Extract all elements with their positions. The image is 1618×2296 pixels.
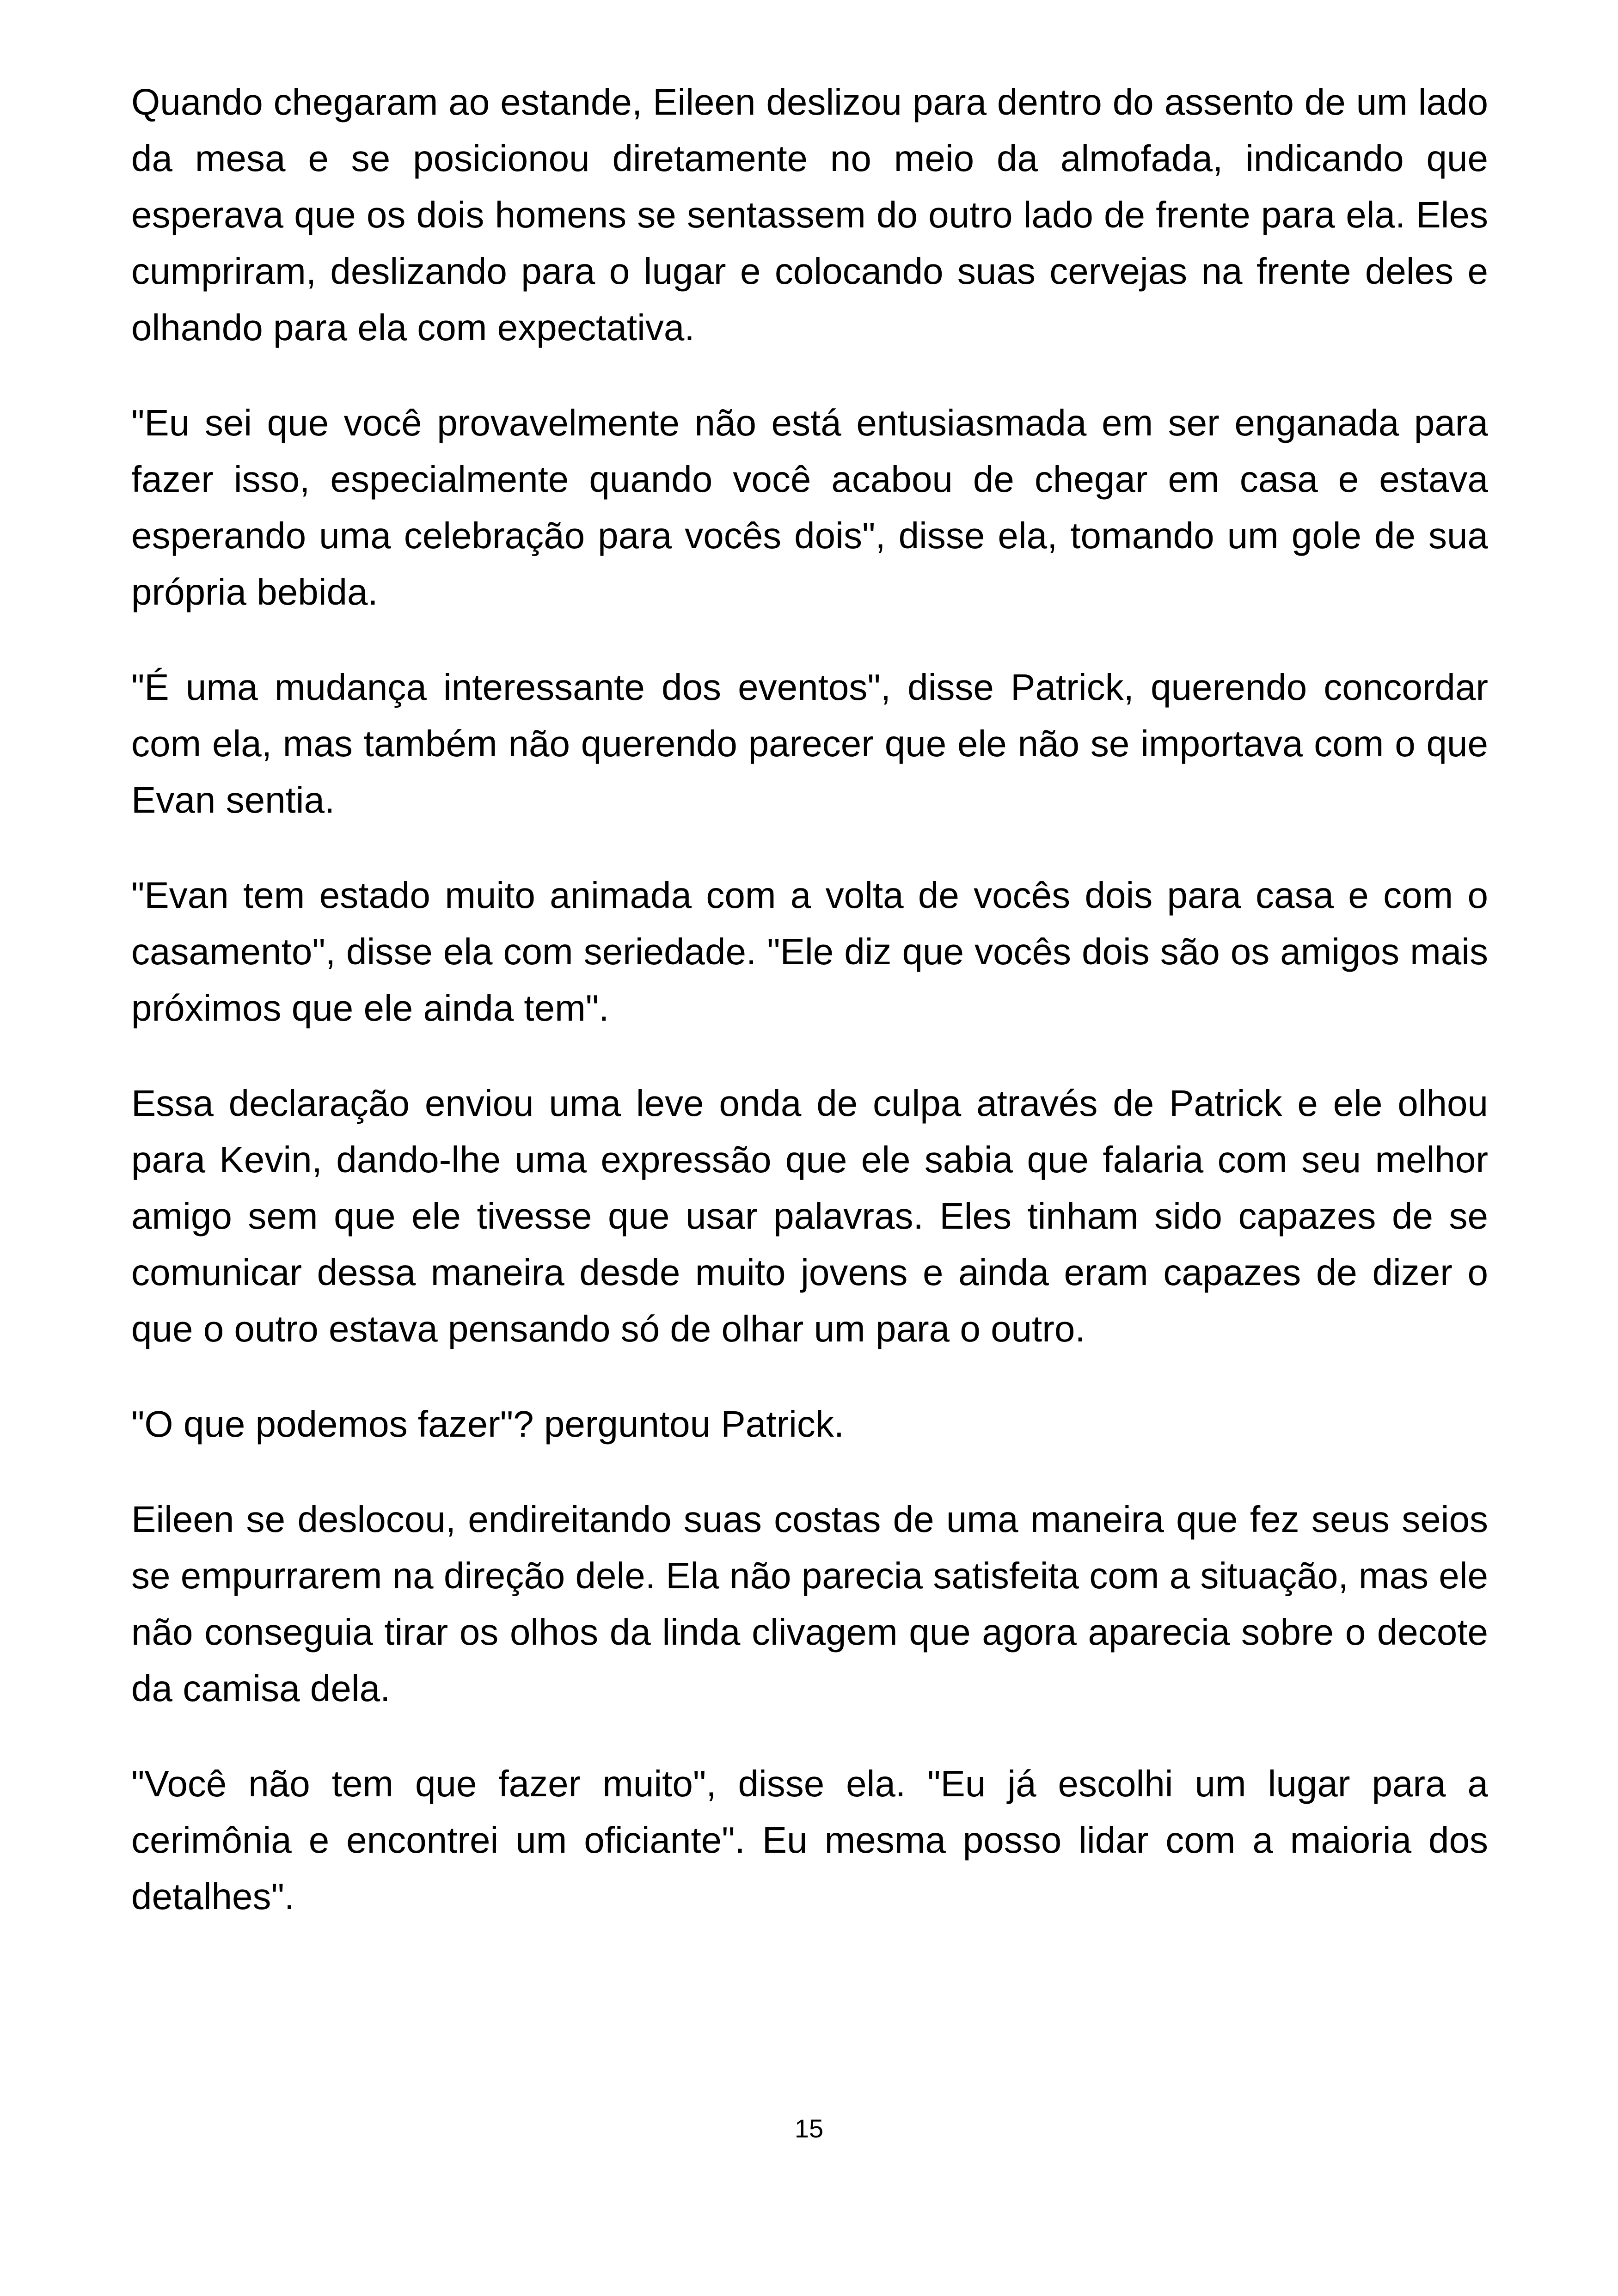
paragraph: Quando chegaram ao estande, Eileen deslizou para dentro do assento de um lado da mesa e se posicionou diretamente no meio da almofada, indicando que esperava que os dois homens se sentassem do outro lado de frente para ela. Eles cumpriram, deslizando para o lugar e colocando suas cervejas na frente deles e olhando para ela com expectativa. <box>131 81 1488 348</box>
paragraph: "É uma mudança interessante dos eventos", disse Patrick, querendo concordar com ela, mas também não querendo parecer que ele não se importava com o que Evan sentia. <box>131 667 1488 820</box>
page-number: 15 <box>794 2114 824 2143</box>
body-text <box>131 74 1488 1964</box>
paragraph: Essa declaração enviou uma leve onda de culpa através de Patrick e ele olhou para Kevin, dando-lhe uma expressão que ele sabia que falaria com seu melhor amigo sem que ele tivesse que usar palavras. Eles tinham sido capazes de se comunicar dessa maneira desde muito jovens e ainda eram capazes de dizer o que o outro estava pensando só de olhar um para o outro. <box>131 1083 1488 1349</box>
paragraph: "Evan tem estado muito animada com a volta de vocês dois para casa e com o casamento", disse ela com seriedade. "Ele diz que vocês dois são os amigos mais próximos que ele ainda tem". <box>131 875 1488 1029</box>
paragraph: "Eu sei que você provavelmente não está entusiasmada em ser enganada para fazer isso, especialmente quando você acabou de chegar em casa e estava esperando uma celebração para vocês dois", disse ela, tomando um gole de sua própria bebida. <box>131 402 1488 612</box>
paragraph: Eileen se deslocou, endireitando suas costas de uma maneira que fez seus seios se empurrarem na direção dele. Ela não parecia satisfeita com a situação, mas ele não conseguia tirar os olhos da linda clivagem que agora aparecia sobre o decote da camisa dela. <box>131 1499 1488 1709</box>
paragraph: "O que podemos fazer"? perguntou Patrick. <box>131 1403 845 1445</box>
paragraph: "Você não tem que fazer muito", disse ela. "Eu já escolhi um lugar para a cerimônia e encontrei um oficiante". Eu mesma posso lidar com a maioria dos detalhes". <box>131 1763 1488 1917</box>
